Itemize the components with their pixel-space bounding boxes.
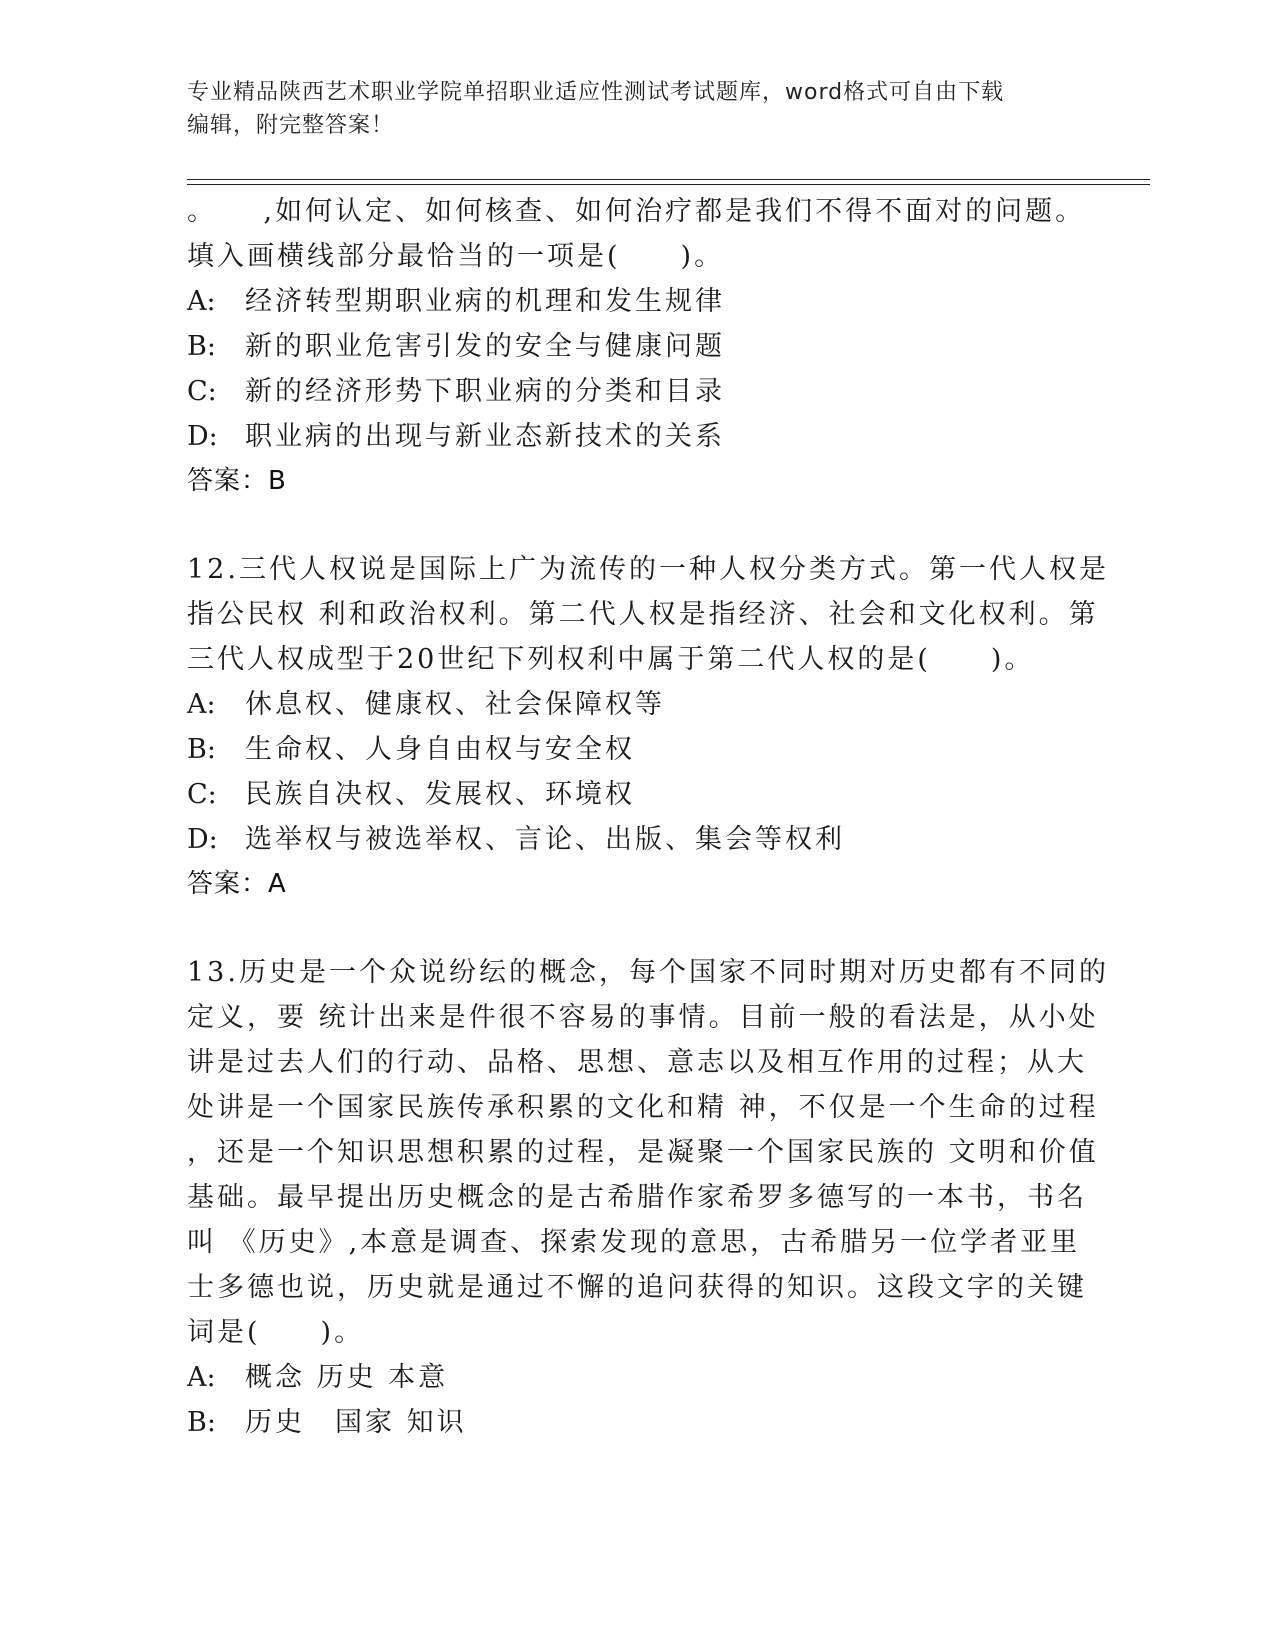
option-key: D:: [187, 824, 218, 855]
option-key: A:: [187, 286, 216, 317]
option-key: A:: [187, 1362, 216, 1393]
option-text: 生命权、人身自由权与安全权: [245, 734, 635, 765]
option-text: 职业病的出现与新业态新技术的关系: [245, 421, 725, 452]
option-text: 经济转型期职业病的机理和发生规律: [245, 286, 725, 317]
exam-content: [187, 189, 1109, 1445]
option-text: 休息权、健康权、社会保障权等: [245, 689, 665, 720]
option-c: [187, 369, 1087, 414]
header-rule-bottom: [187, 184, 1150, 185]
option-key: C:: [187, 779, 217, 810]
option-key: B:: [187, 331, 216, 362]
question-line: 词是( )。: [187, 1317, 365, 1348]
question-line: 填入画横线部分最恰当的一项是( )。: [187, 241, 725, 272]
question-13: [187, 950, 1109, 1445]
option-text: 新的职业危害引发的安全与健康问题: [245, 331, 725, 362]
option-text: 历史 国家 知识: [245, 1407, 467, 1438]
question-line: 处讲是一个国家民族传承积累的文化和精 神，不仅是一个生命的过程: [187, 1092, 1099, 1123]
option-text: 选举权与被选举权、言论、出版、集会等权利: [245, 824, 845, 855]
option-key: D:: [187, 421, 218, 452]
header-rule-top: [187, 179, 1150, 180]
question-line: 12.三代人权说是国际上广为流传的一种人权分类方式。第一代人权是: [187, 554, 1109, 585]
option-key: B:: [187, 734, 216, 765]
option-key: C:: [187, 376, 217, 407]
option-a: [187, 682, 1087, 727]
question-line: 指公民权 利和政治权利。第二代人权是指经济、社会和文化权利。第: [187, 599, 1099, 630]
question-line: 三代人权成型于20世纪下列权利中属于第二代人权的是( )。: [187, 644, 1035, 675]
question-line: 定义，要 统计出来是件很不容易的事情。目前一般的看法是，从小处: [187, 1002, 1099, 1033]
option-a: [187, 279, 1087, 324]
option-text: 民族自决权、发展权、环境权: [245, 779, 635, 810]
answer-line: 答案：B: [187, 466, 287, 496]
question-11: [187, 189, 1087, 504]
page-header: [187, 76, 1067, 142]
question-line: 士多德也说，历史就是通过不懈的追问获得的知识。这段文字的关键: [187, 1272, 1087, 1303]
header-line-1: 专业精品陕西艺术职业学院单招职业适应性测试考试题库，word格式可自由下载: [187, 80, 1005, 105]
option-d: [187, 414, 1087, 459]
option-key: A:: [187, 689, 216, 720]
option-a: [187, 1355, 1087, 1400]
answer-line: 答案：A: [187, 869, 287, 899]
option-text: 概念 历史 本意: [245, 1362, 449, 1393]
spacer: [187, 907, 1087, 950]
spacer: [187, 504, 1087, 547]
option-b: [187, 324, 1087, 369]
question-12: [187, 547, 1109, 907]
option-key: B:: [187, 1407, 216, 1438]
question-line: 13.历史是一个众说纷纭的概念，每个国家不同时期对历史都有不同的: [187, 957, 1109, 988]
option-text: 新的经济形势下职业病的分类和目录: [245, 376, 725, 407]
question-line: 讲是过去人们的行动、品格、思想、意志以及相互作用的过程；从大: [187, 1047, 1087, 1078]
question-line: 叫 《历史》,本意是调查、探索发现的意思，古希腊另一位学者亚里: [187, 1227, 1081, 1258]
header-line-2: 编辑，附完整答案！: [187, 113, 395, 138]
option-d: [187, 817, 1087, 862]
option-b: [187, 727, 1087, 772]
question-line: 基础。最早提出历史概念的是古希腊作家希罗多德写的一本书，书名: [187, 1182, 1087, 1213]
option-c: [187, 772, 1087, 817]
option-b: [187, 1400, 1087, 1445]
question-line: 。 ,如何认定、如何核查、如何治疗都是我们不得不面对的问题。: [187, 196, 1086, 227]
question-line: ，还是一个知识思想积累的过程，是凝聚一个国家民族的 文明和价值: [187, 1137, 1099, 1168]
